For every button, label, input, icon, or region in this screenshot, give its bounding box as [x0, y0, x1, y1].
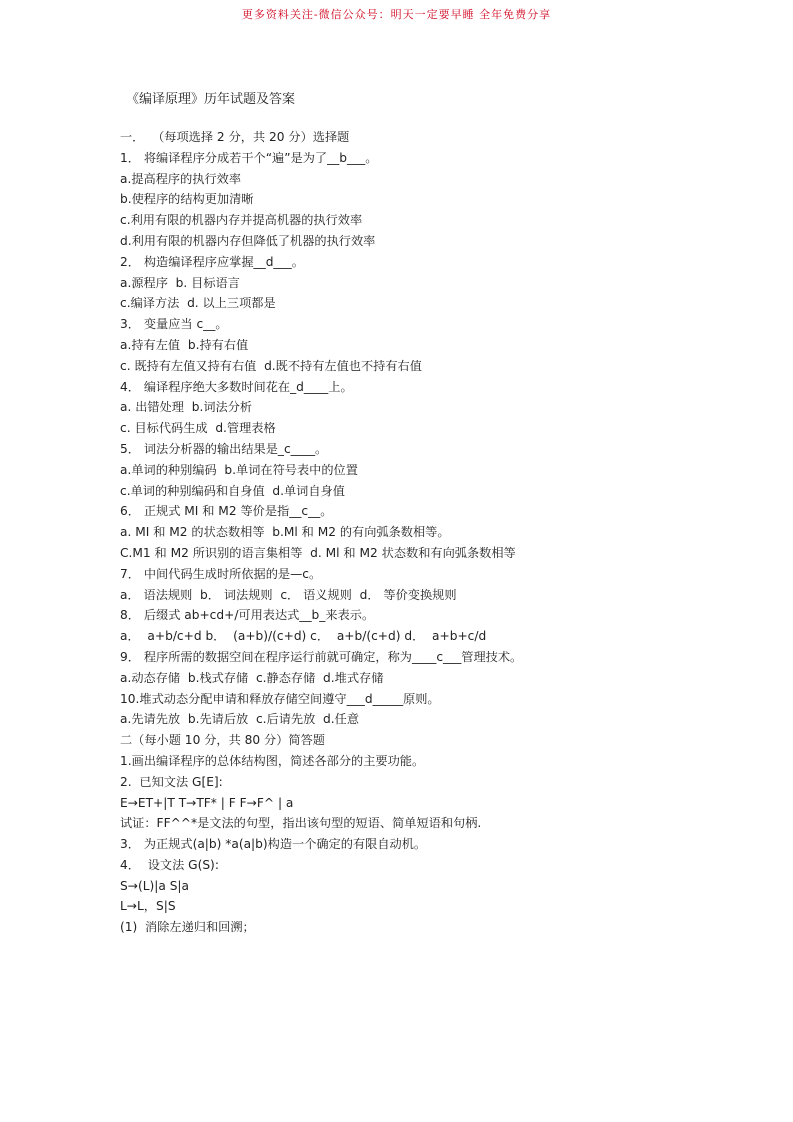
option-line: c.利用有限的机器内存并提高机器的执行效率 — [120, 213, 363, 228]
question-line: 10.堆式动态分配申请和释放存储空间遵守___d_____原则。 — [120, 691, 440, 706]
option-line: a.动态存储 b.栈式存储 c.静态存储 d.堆式存储 — [120, 670, 384, 685]
option-line: a． a+b/c+d b． (a+b)/(c+d) c． a+b/(c+d) d． a+b+c/d — [120, 629, 487, 644]
question-line: 7． 中间代码生成时所依据的是—c。 — [120, 566, 322, 581]
question-line: 6． 正规式 MI 和 M2 等价是指__c__。 — [120, 504, 333, 519]
question-line: 9． 程序所需的数据空间在程序运行前就可确定，称为____c___管理技术。 — [120, 649, 523, 664]
question-line: (1) 消除左递归和回溯； — [120, 920, 255, 935]
question-line: 1.画出编译程序的总体结构图，简述各部分的主要功能。 — [120, 753, 425, 768]
option-line: C.M1 和 M2 所识别的语言集相等 d. Ml 和 M2 状态数和有向弧条数相等 — [120, 545, 516, 560]
question-line: 4． 设文法 G(S): — [120, 857, 219, 872]
option-line: c.单词的种别编码和自身值 d.单词自身值 — [120, 483, 345, 498]
question-line: 2． 构造编译程序应掌握__d___。 — [120, 254, 304, 269]
option-line: a. 出错处理 b.词法分析 — [120, 400, 253, 415]
grammar-line: S→(L)|a S|a — [120, 878, 190, 893]
question-line: 试证：FF^^*是文法的句型，指出该句型的短语、简单短语和句柄. — [120, 816, 482, 831]
option-line: a.先请先放 b.先请后放 c.后请先放 d.任意 — [120, 712, 360, 727]
document-title: 《编译原理》历年试题及答案 — [126, 92, 296, 107]
option-line: d.利用有限的机器内存但降低了机器的执行效率 — [120, 233, 376, 248]
grammar-line: L→L，S|S — [120, 899, 176, 914]
section-heading: 一． （每项选择 2 分，共 20 分）选择题 — [120, 130, 350, 144]
top-banner: 更多资料关注-微信公众号：明天一定要早睡 全年免费分享 — [241, 8, 552, 21]
option-line: c.编译方法 d. 以上三项都是 — [120, 296, 276, 311]
option-line: a.持有左值 b.持有右值 — [120, 337, 249, 352]
question-line: 1． 将编译程序分成若干个“遍”是为了__b___。 — [120, 150, 378, 165]
option-line: b.使程序的结构更加清晰 — [120, 192, 254, 207]
option-line: a． 语法规则 b． 词法规则 c． 语义规则 d． 等价变换规则 — [120, 587, 457, 602]
option-line: a.源程序 b. 目标语言 — [120, 275, 240, 290]
section-heading: 二（每小题 10 分，共 80 分）简答题 — [120, 733, 325, 748]
question-line: 3． 变量应当 c__。 — [120, 317, 228, 332]
exam-content — [120, 127, 720, 938]
question-line: 4． 编译程序绝大多数时间花在_d____上。 — [120, 379, 353, 394]
grammar-line: E→ET+|T T→TF* | F F→F^ | a — [120, 795, 294, 810]
option-line: c. 目标代码生成 d.管理表格 — [120, 421, 276, 436]
option-line: a. MI 和 M2 的状态数相等 b.Ml 和 M2 的有向弧条数相等。 — [120, 525, 450, 540]
question-line: 2. 已知文法 G[E]: — [120, 774, 223, 789]
question-line: 3． 为正规式(a|b) *a(a|b)构造一个确定的有限自动机。 — [120, 837, 427, 852]
question-line: 5． 词法分析器的输出结果是_c____。 — [120, 441, 328, 456]
option-line: a.单词的种别编码 b.单词在符号表中的位置 — [120, 462, 358, 477]
option-line: c. 既持有左值又持有右值 d.既不持有左值也不持有右值 — [120, 358, 422, 373]
option-line: a.提高程序的执行效率 — [120, 171, 242, 186]
question-line: 8． 后缀式 ab+cd+/可用表达式__b_来表示。 — [120, 608, 375, 623]
